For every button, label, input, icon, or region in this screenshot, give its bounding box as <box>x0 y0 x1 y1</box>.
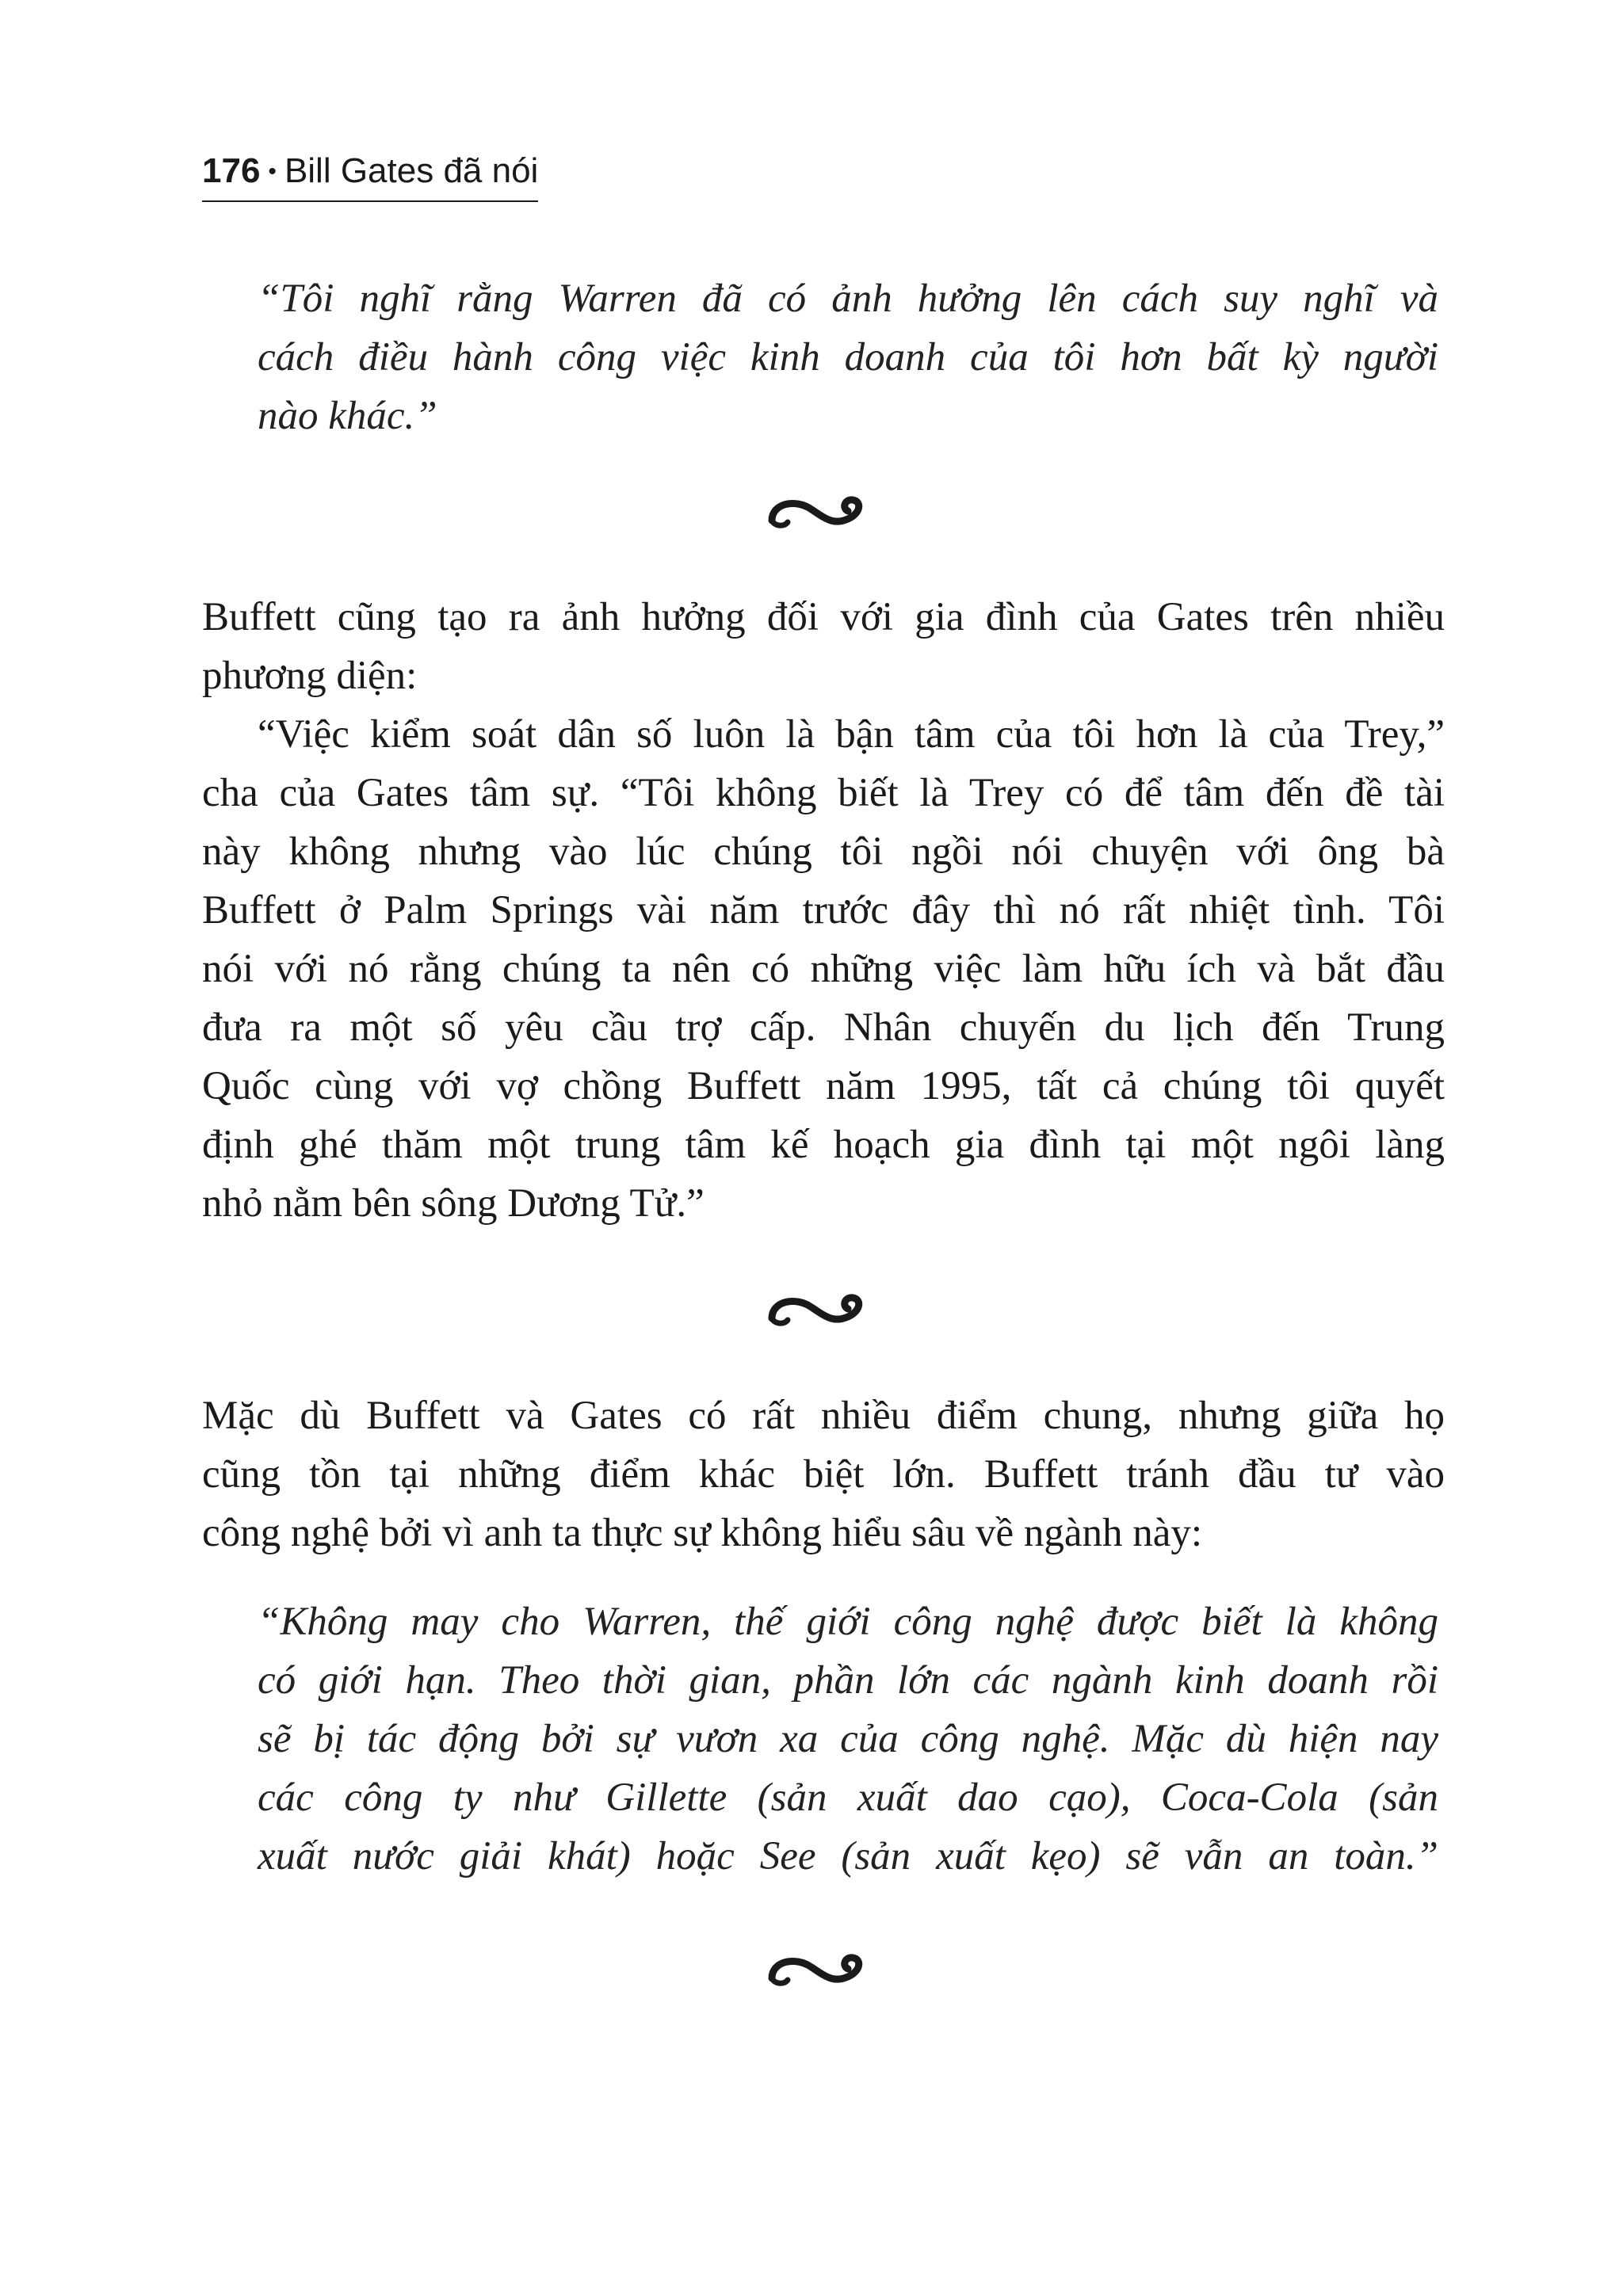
quote-line: sẽ bị tác động bởi sự vươn xa của công nghệ. Mặc dù hiện nay <box>258 1717 1438 1761</box>
swash-ornament-icon <box>764 1945 883 1993</box>
text-line: Quốc cùng với vợ chồng Buffett năm 1995, tất cả chúng tôi quyết <box>202 1064 1445 1108</box>
text-line: “Việc kiểm soát dân số luôn là bận tâm của tôi hơn là của Trey,” <box>258 712 1445 757</box>
quote-line: “Tôi nghĩ rằng Warren đã có ảnh hưởng lên cách suy nghĩ và <box>258 277 1438 321</box>
quote-line: có giới hạn. Theo thời gian, phần lớn các ngành kinh doanh rồi <box>258 1658 1438 1703</box>
quote-technology <box>258 1592 1438 1886</box>
quote-line: “Không may cho Warren, thế giới công nghệ được biết là không <box>258 1600 1438 1644</box>
text-line: Buffett ở Palm Springs vài năm trước đây thì nó rất nhiệt tình. Tôi <box>202 888 1445 933</box>
running-header <box>202 149 538 202</box>
text-line: đưa ra một số yêu cầu trợ cấp. Nhân chuyến du lịch đến Trung <box>202 1005 1445 1050</box>
text-line: định ghé thăm một trung tâm kế hoạch gia đình tại một ngôi làng <box>202 1123 1445 1167</box>
paragraph-population-control <box>202 705 1445 1233</box>
quote-line: nào khác.” <box>258 394 437 438</box>
page-number: 176 <box>202 151 261 190</box>
paragraph-differences <box>202 1386 1445 1562</box>
text-line: cũng tồn tại những điểm khác biệt lớn. Buffett tránh đầu tư vào <box>202 1452 1445 1497</box>
quote-line: các công ty như Gillette (sản xuất dao cạo), Coca-Cola (sản <box>258 1775 1438 1820</box>
text-line: Buffett cũng tạo ra ảnh hưởng đối với gia đình của Gates trên nhiều <box>202 595 1445 639</box>
paragraph-family-influence <box>202 588 1445 705</box>
quote-line: cách điều hành công việc kinh doanh của tôi hơn bất kỳ người <box>258 335 1438 379</box>
text-line: này không nhưng vào lúc chúng tôi ngồi nói chuyện với ông bà <box>202 830 1445 874</box>
swash-ornament-icon <box>764 1285 883 1333</box>
header-separator: • <box>268 158 277 185</box>
text-line: nói với nó rằng chúng ta nên có những việc làm hữu ích và bắt đầu <box>202 947 1445 991</box>
swash-ornament-icon <box>764 487 883 535</box>
quote-line: xuất nước giải khát) hoặc See (sản xuất kẹo) sẽ vẫn an toàn.” <box>258 1834 1438 1878</box>
quote-warren-influence <box>258 269 1438 445</box>
book-title: Bill Gates đã nói <box>284 151 539 190</box>
text-line: cha của Gates tâm sự. “Tôi không biết là Trey có để tâm đến đề tài <box>202 771 1445 815</box>
text-line: công nghệ bởi vì anh ta thực sự không hiểu sâu về ngành này: <box>202 1511 1203 1555</box>
text-line: Mặc dù Buffett và Gates có rất nhiều điểm chung, nhưng giữa họ <box>202 1394 1445 1438</box>
text-line: phương diện: <box>202 654 418 698</box>
text-line: nhỏ nằm bên sông Dương Tử.” <box>202 1181 705 1226</box>
